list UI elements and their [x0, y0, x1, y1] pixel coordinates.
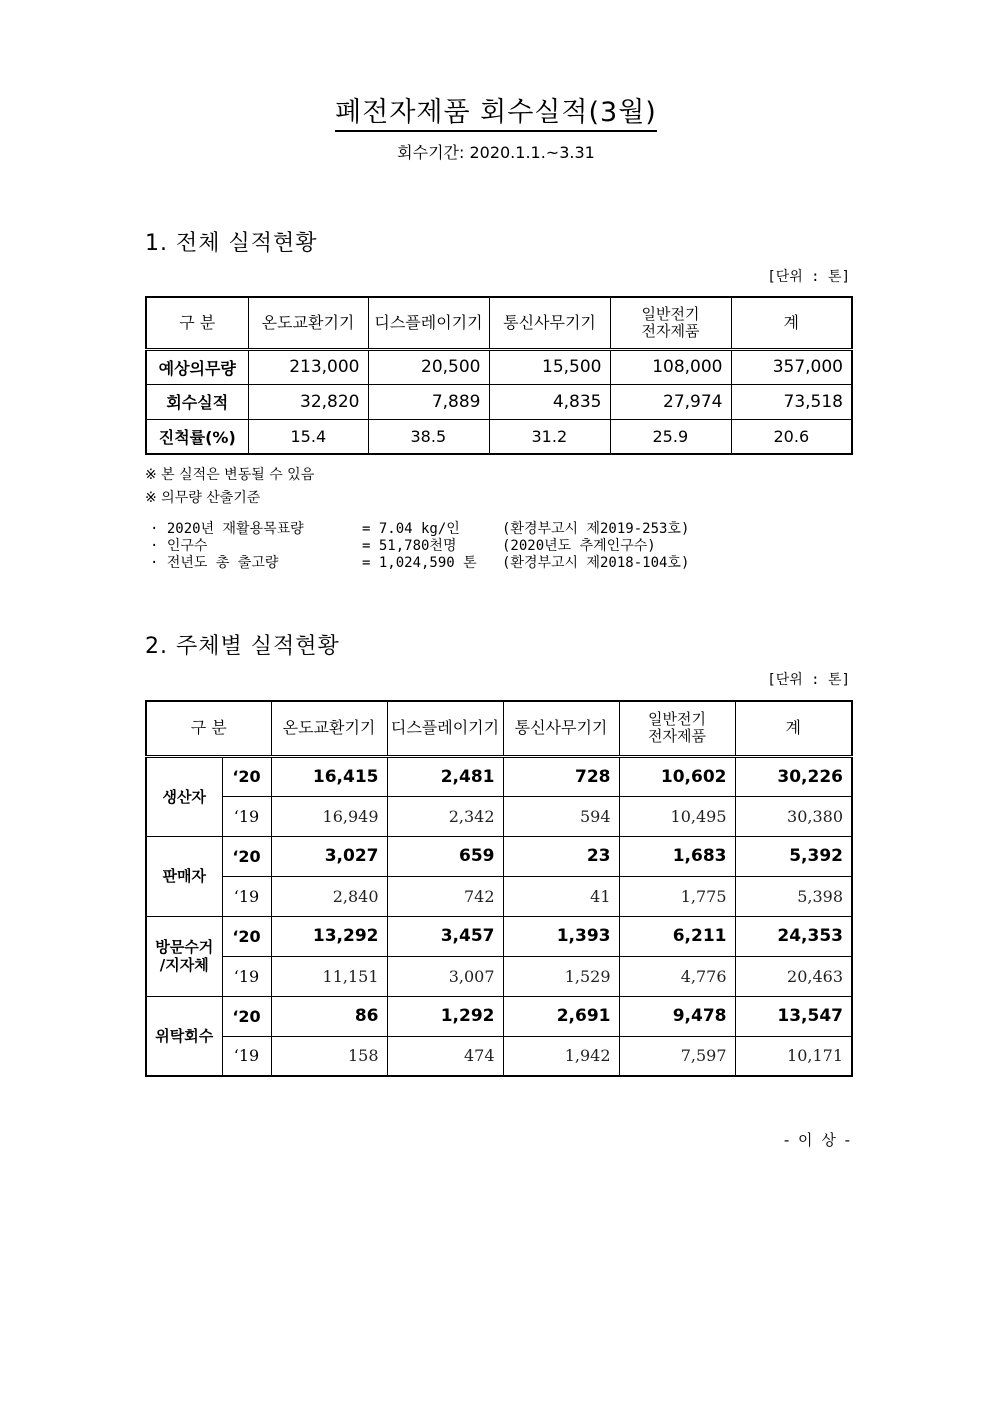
table-cell: 13,292 [271, 916, 387, 956]
header-temperature-exchange: 온도교환기기 [248, 297, 368, 349]
table-cell: 742 [387, 876, 503, 916]
table-cell: 10,171 [735, 1036, 852, 1076]
year-cell: ‘20 [222, 916, 271, 956]
table-cell: 15.4 [248, 419, 368, 454]
table-cell: 7,597 [619, 1036, 735, 1076]
table-cell: 108,000 [610, 349, 731, 384]
table-cell: 3,457 [387, 916, 503, 956]
table-cell: 158 [271, 1036, 387, 1076]
header-total: 계 [731, 297, 852, 349]
table-cell: 659 [387, 836, 503, 876]
criteria-list [150, 521, 689, 572]
header-display: 디스플레이기기 [387, 701, 503, 756]
table-cell: 38.5 [368, 419, 489, 454]
table-cell: 10,495 [619, 796, 735, 836]
header-communication-office: 통신사무기기 [503, 701, 619, 756]
header-display: 디스플레이기기 [368, 297, 489, 349]
table-cell: 3,007 [387, 956, 503, 996]
table-cell: 1,683 [619, 836, 735, 876]
header-communication-office: 통신사무기기 [489, 297, 610, 349]
header-general-electronics: 일반전기 전자제품 [619, 701, 735, 756]
table-cell: 594 [503, 796, 619, 836]
table-cell: 31.2 [489, 419, 610, 454]
header-category: 구 분 [146, 701, 271, 756]
criteria-ref: (2020년도 추계인구수) [502, 538, 656, 554]
table-cell: 213,000 [248, 349, 368, 384]
collection-period: 회수기간: 2020.1.1.~3.31 [397, 143, 595, 162]
table-header-row [146, 297, 852, 349]
table-cell: 2,342 [387, 796, 503, 836]
table-cell: 32,820 [248, 384, 368, 419]
year-cell: ‘20 [222, 756, 271, 796]
table-row [146, 956, 852, 996]
row-label: 진척률(%) [146, 419, 248, 454]
year-cell: ‘19 [222, 876, 271, 916]
end-mark: - 이 상 - [783, 1131, 852, 1149]
row-label: 회수실적 [146, 384, 248, 419]
table-cell: 1,529 [503, 956, 619, 996]
table-row [146, 836, 852, 876]
overall-results-table [145, 296, 853, 455]
table-row [146, 349, 852, 384]
header-temperature-exchange: 온도교환기기 [271, 701, 387, 756]
table-cell: 20.6 [731, 419, 852, 454]
table-cell: 728 [503, 756, 619, 796]
section2-heading: 2. 주체별 실적현황 [145, 634, 340, 659]
table-cell: 7,889 [368, 384, 489, 419]
table-row [146, 996, 852, 1036]
table-cell: 25.9 [610, 419, 731, 454]
section2-unit: [단위 : 톤] [767, 672, 850, 688]
table-cell: 1,393 [503, 916, 619, 956]
document-title: 폐전자제품 회수실적(3월) [0, 90, 992, 129]
criteria-value: = 7.04 kg/인 [362, 521, 460, 537]
table-cell: 3,027 [271, 836, 387, 876]
row-label: 예상의무량 [146, 349, 248, 384]
table-cell: 13,547 [735, 996, 852, 1036]
criteria-item: · 전년도 총 출고량 [150, 555, 279, 571]
header-general-electronics: 일반전기 전자제품 [610, 297, 731, 349]
year-cell: ‘19 [222, 956, 271, 996]
table-cell: 73,518 [731, 384, 852, 419]
table-cell: 2,691 [503, 996, 619, 1036]
table-cell: 5,398 [735, 876, 852, 916]
criteria-ref: (환경부고시 제2018-104호) [502, 555, 690, 571]
criteria-item: · 2020년 재활용목표량 [150, 521, 304, 537]
table-cell: 30,380 [735, 796, 852, 836]
criteria-value: = 51,780천명 [362, 538, 457, 554]
table-cell: 5,392 [735, 836, 852, 876]
table-cell: 16,415 [271, 756, 387, 796]
group-label: 판매자 [146, 836, 222, 916]
table-cell: 1,292 [387, 996, 503, 1036]
criteria-value: = 1,024,590 톤 [362, 555, 477, 571]
table-cell: 474 [387, 1036, 503, 1076]
table-cell: 6,211 [619, 916, 735, 956]
year-cell: ‘20 [222, 996, 271, 1036]
table-cell: 41 [503, 876, 619, 916]
table-cell: 4,835 [489, 384, 610, 419]
table-cell: 20,463 [735, 956, 852, 996]
table-cell: 16,949 [271, 796, 387, 836]
table-cell: 357,000 [731, 349, 852, 384]
section1-heading: 1. 전체 실적현황 [145, 231, 318, 256]
table-header-row [146, 701, 852, 756]
table-cell: 2,840 [271, 876, 387, 916]
criteria-ref: (환경부고시 제2019-253호) [502, 521, 690, 537]
group-label: 방문수거 /지자체 [146, 916, 222, 996]
criteria-row [150, 555, 689, 572]
table-row [146, 796, 852, 836]
table-cell: 86 [271, 996, 387, 1036]
group-label: 위탁회수 [146, 996, 222, 1076]
table-cell: 24,353 [735, 916, 852, 956]
table-cell: 27,974 [610, 384, 731, 419]
table-cell: 20,500 [368, 349, 489, 384]
criteria-row [150, 538, 689, 555]
note-line: ※ 의무량 산출기준 [145, 490, 261, 506]
table-cell: 1,775 [619, 876, 735, 916]
table-cell: 1,942 [503, 1036, 619, 1076]
year-cell: ‘19 [222, 796, 271, 836]
table-cell: 15,500 [489, 349, 610, 384]
header-total: 계 [735, 701, 852, 756]
notes [145, 464, 314, 510]
year-cell: ‘20 [222, 836, 271, 876]
table-row [146, 384, 852, 419]
year-cell: ‘19 [222, 1036, 271, 1076]
section1-unit: [단위 : 톤] [767, 269, 850, 285]
table-cell: 10,602 [619, 756, 735, 796]
table-row [146, 916, 852, 956]
table-cell: 23 [503, 836, 619, 876]
table-cell: 2,481 [387, 756, 503, 796]
table-cell: 30,226 [735, 756, 852, 796]
table-cell: 4,776 [619, 956, 735, 996]
criteria-row [150, 521, 689, 538]
table-cell: 9,478 [619, 996, 735, 1036]
table-row [146, 756, 852, 796]
note-line: ※ 본 실적은 변동될 수 있음 [145, 467, 315, 483]
table-row [146, 419, 852, 454]
header-category: 구 분 [146, 297, 248, 349]
criteria-item: · 인구수 [150, 538, 208, 554]
table-cell: 11,151 [271, 956, 387, 996]
group-label: 생산자 [146, 756, 222, 836]
by-entity-table [145, 700, 853, 1077]
table-row [146, 876, 852, 916]
table-row [146, 1036, 852, 1076]
